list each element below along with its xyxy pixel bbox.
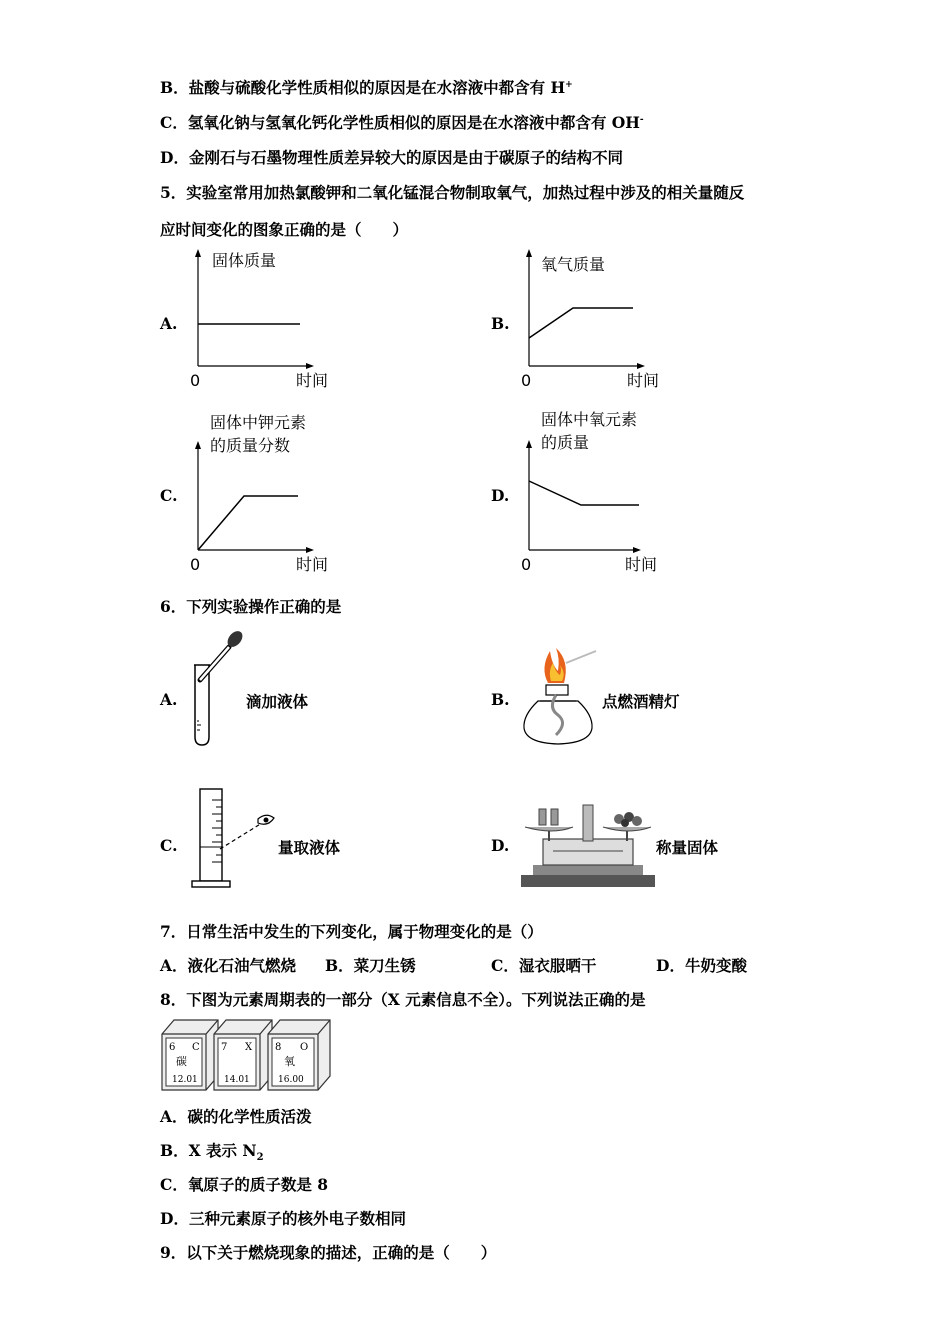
q5-graph-b-label: B. [491, 314, 510, 333]
y-axis-title-2: 的质量 [541, 433, 590, 452]
data-line [529, 481, 639, 505]
q7-option-b: B．菜刀生锈 [325, 956, 416, 975]
data-line [529, 308, 633, 338]
data-line [198, 496, 298, 550]
origin-label: 0 [190, 371, 201, 390]
q5-graph-d [511, 405, 681, 580]
y-axis-title: 固体质量 [212, 251, 277, 270]
q8-option-d: D．三种元素原子的核外电子数相同 [160, 1209, 406, 1228]
q9-stem: 9．以下关于燃烧现象的描述，正确的是（ ） [160, 1243, 497, 1262]
q5-graph-b [511, 246, 681, 396]
origin-label: 0 [521, 555, 532, 574]
origin-label: 0 [521, 371, 532, 390]
tile-number: 6 [169, 1042, 176, 1053]
q7-stem: 7．日常生活中发生的下列变化，属于物理变化的是（） [160, 922, 543, 941]
q5-stem-line2: 应时间变化的图象正确的是（ ） [160, 220, 409, 239]
y-axis-title-1: 固体中氧元素 [541, 410, 638, 429]
dropper-test-tube-image [185, 625, 245, 750]
x-axis-arrow [633, 547, 641, 553]
y-axis-title-2: 的质量分数 [210, 436, 291, 455]
x-axis-title: 时间 [625, 555, 658, 574]
tile-mass: 16.00 [278, 1075, 304, 1085]
y-axis-title-1: 固体中钾元素 [210, 413, 307, 432]
tile-mass: 12.01 [172, 1075, 198, 1085]
tile-name: 氧 [284, 1055, 295, 1068]
q8-stem: 8．下图为元素周期表的一部分（X 元素信息不全）。下列说法正确的是 [160, 990, 646, 1009]
q4-option-b: B．盐酸与硫酸化学性质相似的原因是在水溶液中都含有 H+ [160, 78, 573, 97]
tile-number: 7 [221, 1042, 228, 1053]
x-axis-arrow [637, 363, 645, 369]
x-axis-title: 时间 [296, 371, 329, 390]
y-axis-arrow [526, 249, 532, 257]
q6-option-a-caption: 滴加液体 [246, 692, 309, 711]
y-axis-arrow [195, 441, 201, 449]
q4-option-c: C．氢氧化钠与氢氧化钙化学性质相似的原因是在水溶液中都含有 OH- [160, 113, 644, 132]
q8-option-a: A．碳的化学性质活泼 [160, 1107, 312, 1126]
alcohol-lamp-image [518, 643, 598, 748]
tile-symbol: C [192, 1042, 200, 1053]
x-axis-title: 时间 [296, 555, 329, 574]
y-axis-title: 氧气质量 [541, 255, 606, 274]
q5-graph-c-label: C. [160, 486, 178, 505]
balance-scale-image [519, 795, 659, 890]
q7-option-d: D．牛奶变酸 [656, 956, 747, 975]
x-axis-arrow [306, 547, 314, 553]
tile-symbol: O [300, 1042, 309, 1053]
q7-option-a: A．液化石油气燃烧 [160, 956, 297, 975]
y-axis-arrow [526, 440, 532, 448]
tile-name: 碳 [176, 1055, 187, 1068]
tile-mass: 14.01 [224, 1075, 250, 1085]
q6-option-c-caption: 量取液体 [278, 838, 341, 857]
q6-stem: 6．下列实验操作正确的是 [160, 597, 342, 616]
q6-option-c-label: C. [160, 836, 178, 855]
q5-graph-d-label: D. [491, 486, 510, 505]
graduated-cylinder-image [190, 785, 280, 890]
q5-graph-a [180, 246, 350, 396]
q5-stem-line1: 5．实验室常用加热氯酸钾和二氧化锰混合物制取氧气，加热过程中涉及的相关量随反 [160, 183, 745, 202]
tile-number: 8 [275, 1042, 282, 1053]
x-axis-arrow [306, 363, 314, 369]
tile-symbol: X [245, 1042, 253, 1053]
q6-option-b-caption: 点燃酒精灯 [602, 692, 680, 711]
x-axis-title: 时间 [627, 371, 660, 390]
q5-graph-c [180, 408, 350, 578]
q6-option-a-label: A. [160, 690, 178, 709]
periodic-table-fragment [160, 1018, 335, 1093]
q6-option-d-label: D. [491, 836, 510, 855]
q8-option-b: B．X 表示 $N_2$ [160, 1141, 264, 1164]
q5-graph-a-label: A. [160, 314, 178, 333]
q6-option-d-caption: 称量固体 [656, 838, 719, 857]
origin-label: 0 [190, 555, 201, 574]
q6-option-b-label: B. [491, 690, 510, 709]
q4-option-d: D．金刚石与石墨物理性质差异较大的原因是由于碳原子的结构不同 [160, 148, 623, 167]
y-axis-arrow [195, 249, 201, 257]
q8-option-c: C．氧原子的质子数是 8 [160, 1175, 329, 1194]
q7-option-c: C．湿衣服晒干 [491, 956, 597, 975]
